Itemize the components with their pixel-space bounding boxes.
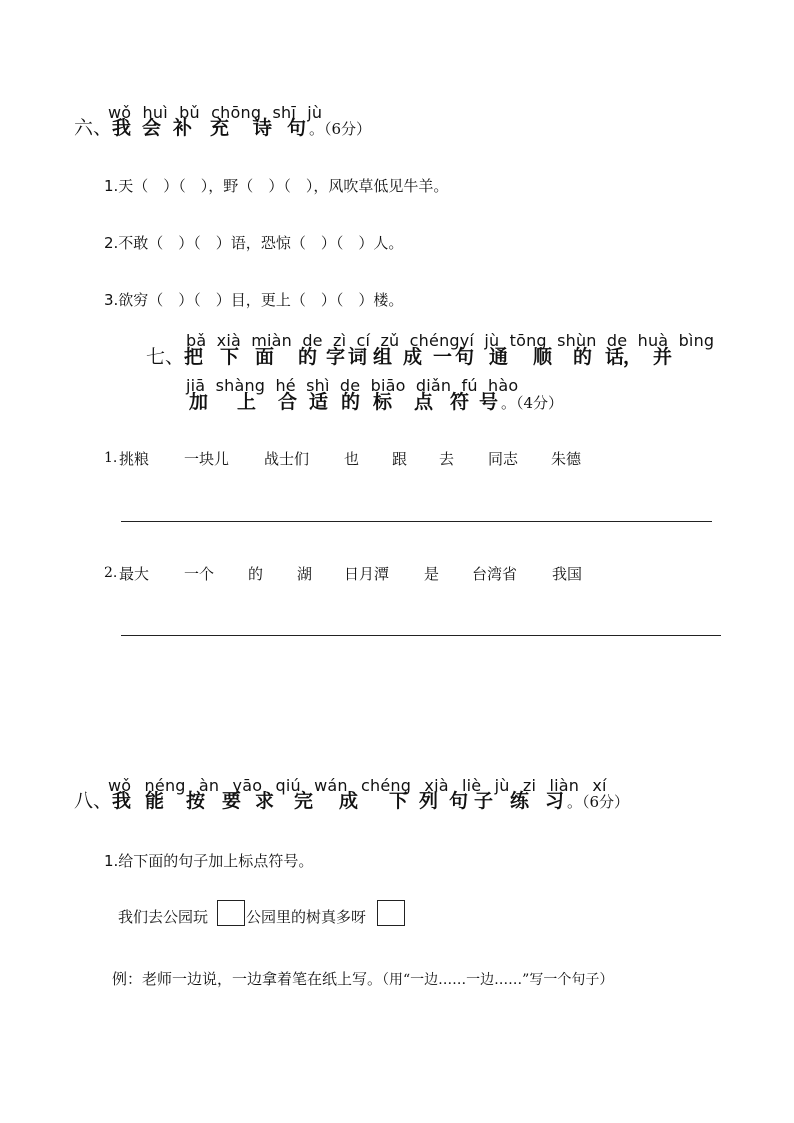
section6-char: 补: [173, 117, 193, 139]
word-tile: 是: [424, 565, 440, 583]
word-tile: 同志: [488, 450, 519, 468]
section8-score: 。（6分）: [567, 793, 630, 811]
section7-char: 的: [573, 346, 593, 368]
section6-char: 会: [142, 117, 162, 139]
example-text: 例：老师一边说，一边拿着笔在纸上写。: [112, 970, 383, 988]
section7-char: 一: [433, 346, 453, 368]
example-sentence: [112, 968, 613, 989]
word-tile: 去: [439, 450, 455, 468]
section6-char: 我: [112, 117, 132, 139]
section7-q2-number: [104, 563, 117, 581]
word-tile: 台湾省: [472, 565, 518, 583]
section8-char: 子: [474, 790, 494, 812]
section8-number: 八、: [74, 790, 113, 812]
section8-char: 求: [255, 790, 275, 812]
example-note: （用“一边……一边……”写一个句子）: [382, 972, 614, 988]
section7-char: 符: [450, 391, 470, 413]
section7-q2-number-text: 2.: [104, 565, 118, 581]
word-tile: 战士们: [264, 450, 310, 468]
section8-char: 成: [339, 790, 359, 812]
section7-q1-number: [104, 448, 117, 466]
section7-number: 七、: [146, 346, 185, 368]
section7-heading-line1: [146, 346, 673, 368]
section6-heading: [74, 117, 371, 140]
section7-pinyin-line2: jiā shàng hé shì de biāo diǎn fú hào: [186, 376, 519, 395]
section7-char: 顺: [533, 346, 553, 368]
section8-char: 我: [112, 790, 132, 812]
section7-char: 句: [455, 346, 475, 368]
section6-question-1: 1.天（ ）（ ），野（ ）（ ），风吹草低见牛羊。: [104, 177, 449, 195]
section7-char: 字: [326, 346, 346, 368]
section7-char: 合: [278, 391, 298, 413]
section7-char: 点: [414, 391, 434, 413]
section8-char: 练: [510, 790, 530, 812]
section7-char: 词: [348, 346, 368, 368]
section6-question-3: 3.欲穷（ ）（ ）目，更上（ ）（ ）楼。: [104, 291, 404, 309]
section7-char: 加: [189, 391, 209, 413]
section7-char: 组: [373, 346, 393, 368]
section7-char: 标: [373, 391, 393, 413]
section8-char: 要: [222, 790, 242, 812]
section7-char: 上: [237, 391, 257, 413]
section7-char: 并: [653, 346, 673, 368]
section8-pinyin: wǒ néng àn yāo qiú wán chéng xià liè jù zi liàn xí: [108, 776, 607, 795]
word-tile: 一块儿: [184, 450, 230, 468]
word-tile: 挑粮: [119, 450, 150, 468]
sentence-part-b: 公园里的树真多呀: [246, 908, 367, 926]
word-tile: 湖: [297, 565, 313, 583]
section8-char: 列: [419, 790, 439, 812]
section7-q1-number-text: 1.: [104, 450, 118, 466]
section6-number: 六、: [74, 117, 113, 139]
word-tile: 的: [248, 565, 264, 583]
section7-pinyin-line1: bǎ xià miàn de zì cí zǔ chéngyí jù tōng shùn de huà bìng: [186, 331, 715, 350]
word-tile: 最大: [119, 565, 150, 583]
section7-char: 适: [309, 391, 329, 413]
section6-question-2: 2.不敢（ ）（ ）语，恐惊（ ）（ ）人。: [104, 234, 404, 252]
word-tile: 也: [344, 450, 360, 468]
section8-char: 能: [145, 790, 165, 812]
section7-char: 话: [605, 346, 625, 368]
punctuation-box-2[interactable]: [377, 900, 405, 926]
section7-char: 下: [220, 346, 240, 368]
section7-char: ，: [623, 346, 643, 368]
section6-char: 诗: [253, 117, 273, 139]
section6-pinyin: wǒ huì bǔ chōng shī jù: [108, 103, 323, 122]
section8-char: 下: [389, 790, 409, 812]
section8-question-1: 1.给下面的句子加上标点符号。: [104, 852, 314, 870]
sentence-part-a: 我们去公园玩: [118, 908, 209, 926]
answer-line-1[interactable]: [121, 521, 712, 522]
section6-char: 充: [210, 117, 230, 139]
section7-score: 。（4分）: [501, 394, 564, 412]
word-tile: 朱德: [551, 450, 582, 468]
word-tile: 跟: [392, 450, 408, 468]
section8-char: 完: [294, 790, 314, 812]
section6-score: 。（6分）: [309, 120, 372, 138]
section7-heading-line2: [189, 391, 563, 414]
section7-char: 号: [479, 391, 499, 413]
section7-char: 的: [341, 391, 361, 413]
section8-char: 按: [186, 790, 206, 812]
punctuation-box-1[interactable]: [217, 900, 245, 926]
word-tile: 一个: [184, 565, 215, 583]
section6-char: 句: [287, 117, 307, 139]
section8-heading: [74, 790, 629, 813]
answer-line-2[interactable]: [121, 635, 721, 636]
word-tile: 日月潭: [344, 565, 390, 583]
section7-char: 成: [403, 346, 423, 368]
section7-char: 通: [489, 346, 509, 368]
section8-char: 句: [449, 790, 469, 812]
section8-char: 习: [545, 790, 565, 812]
section7-char: 的: [298, 346, 318, 368]
section7-char: 面: [255, 346, 275, 368]
word-tile: 我国: [552, 565, 583, 583]
section7-char: 把: [184, 346, 204, 368]
